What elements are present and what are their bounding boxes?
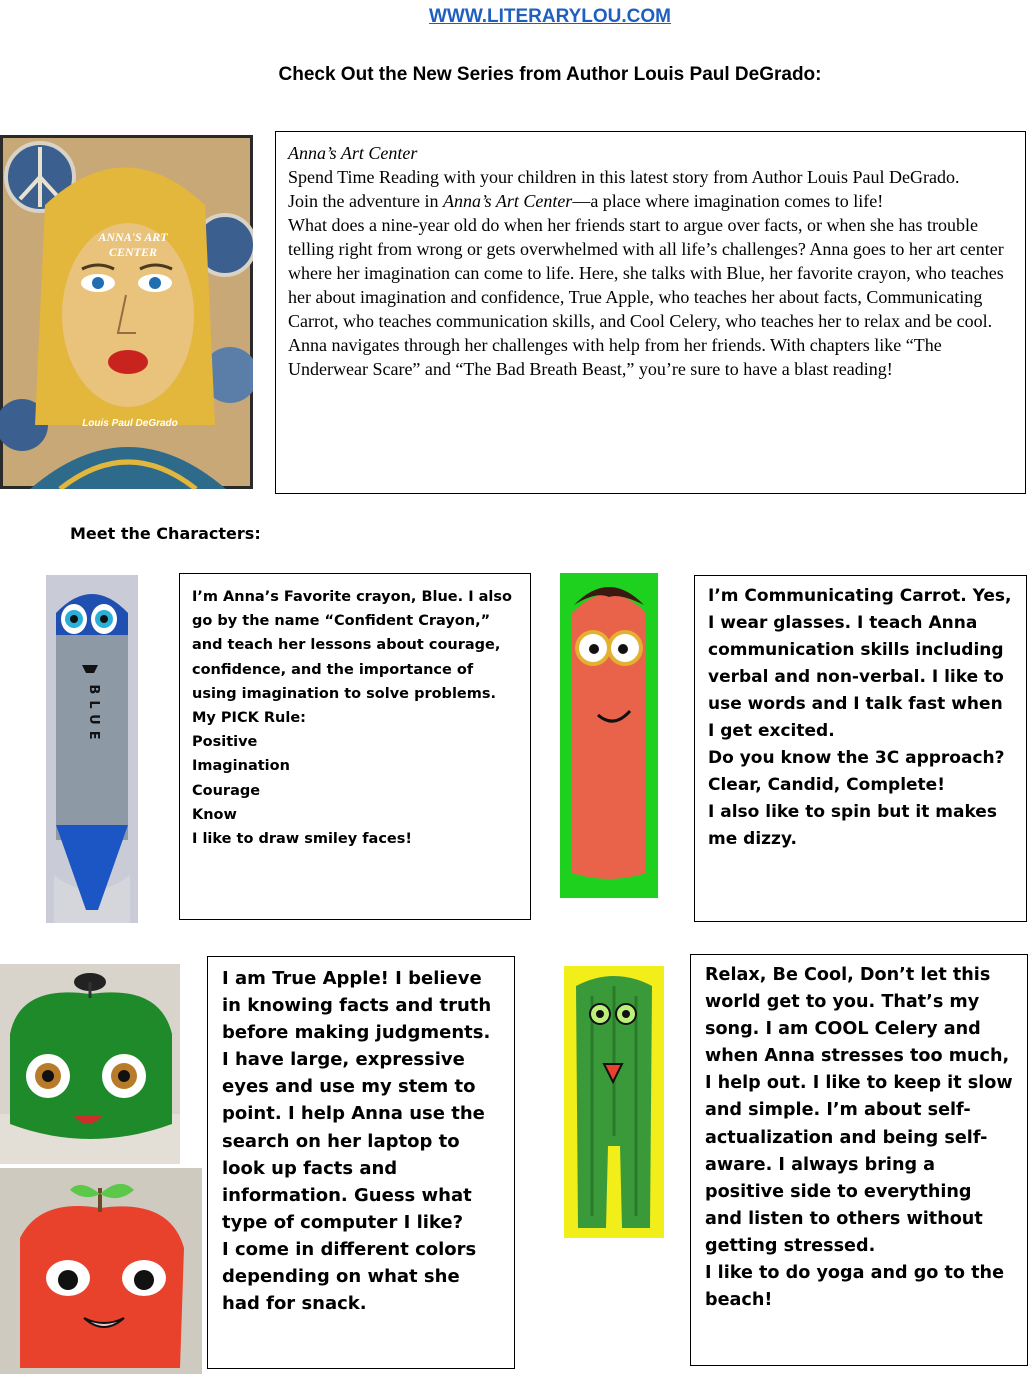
- cover-title-line2: CENTER: [108, 245, 158, 259]
- celery-closing: I like to do yoga and go to the beach!: [705, 1263, 1005, 1311]
- book-synopsis: What does a nine-year old do when her friends start to argue over facts, or when she has trouble telling right from wrong or gets overwhelmed with all life’s challenges? Anna goes to her art center where her imagination can come to life. Here, she talks with Blue, her favorite crayon, who teaches her about imagination and confidence, True Apple, who teaches her about facts, Communicating Carrot, who teaches communication skills, and Cool Celery, who teaches her to relax and be cool. Anna navigates through her challenges with help from her friends. With chapters like “The Underwear Scare” and “The Bad Breath Beast,” you’re sure to have a blast reading!: [288, 215, 1004, 379]
- blue-rule-title: My PICK Rule:: [192, 710, 306, 727]
- carrot-closing: I also like to spin but it makes me dizzy.: [708, 802, 997, 849]
- crayon-label: BLUE: [86, 684, 101, 746]
- join-prefix: Join the adventure in: [288, 191, 443, 211]
- red-apple-image: [0, 1168, 202, 1374]
- blue-description-box: [179, 573, 531, 920]
- blue-intro: I’m Anna’s Favorite crayon, Blue. I also go by the name “Confident Crayon,” and teach her lessons about courage, confidence, and the importance of using imagination to solve problems.: [192, 589, 512, 702]
- green-apple-image: [0, 964, 180, 1164]
- carrot-description-box: [694, 575, 1027, 922]
- celery-image: [564, 966, 664, 1238]
- apple-intro: I am True Apple! I believe in knowing facts and truth before making judgments. I have large, expressive eyes and use my stem to point. I help Anna use the search on her laptop to look up facts and information. Guess what type of computer I like?: [222, 968, 492, 1233]
- cover-title-line1: ANNA'S ART: [98, 230, 168, 244]
- blue-rule-item: Know: [192, 806, 237, 823]
- apple-description-box: [207, 956, 515, 1369]
- book-description-box: [275, 131, 1026, 494]
- book-cover-image: [0, 135, 253, 489]
- cover-author: Louis Paul DeGrado: [82, 418, 178, 429]
- blue-rule-item: Imagination: [192, 758, 290, 775]
- carrot-image: [560, 573, 658, 898]
- page-headline: Check Out the New Series from Author Louis Paul DeGrado:: [278, 64, 822, 85]
- celery-intro: Relax, Be Cool, Don’t let this world get to you. That’s my song. I am COOL Celery and when Anna stresses too much, I help out. I like to keep it slow and simple. I’m about self-actualization and being self-aware. I always bring a positive side to everything and listen to others without getting stressed.: [705, 965, 1013, 1256]
- blue-closing: I like to draw smiley faces!: [192, 831, 412, 848]
- celery-description-box: [690, 954, 1028, 1366]
- blue-rule-item: Courage: [192, 782, 261, 799]
- meet-characters-heading: Meet the Characters:: [70, 524, 261, 543]
- apple-closing: I come in different colors depending on what she had for snack.: [222, 1238, 477, 1315]
- join-suffix: —a place where imagination comes to life!: [572, 191, 884, 211]
- carrot-answer: Clear, Candid, Complete!: [708, 775, 945, 795]
- blue-rule-item: Positive: [192, 734, 258, 751]
- carrot-intro: I’m Communicating Carrot. Yes, I wear glasses. I teach Anna communication skills including verbal and non-verbal. I like to use words and I talk fast when I get excited.: [708, 586, 1012, 741]
- carrot-question: Do you know the 3C approach?: [708, 748, 1005, 768]
- blue-crayon-image: [46, 575, 138, 923]
- book-title: Anna’s Art Center: [288, 143, 418, 163]
- book-intro: Spend Time Reading with your children in this latest story from Author Louis Paul DeGrado.: [288, 167, 960, 187]
- book-join: [288, 189, 1013, 213]
- join-title: Anna’s Art Center: [442, 191, 573, 211]
- site-link[interactable]: WWW.LITERARYLOU.COM: [428, 6, 672, 27]
